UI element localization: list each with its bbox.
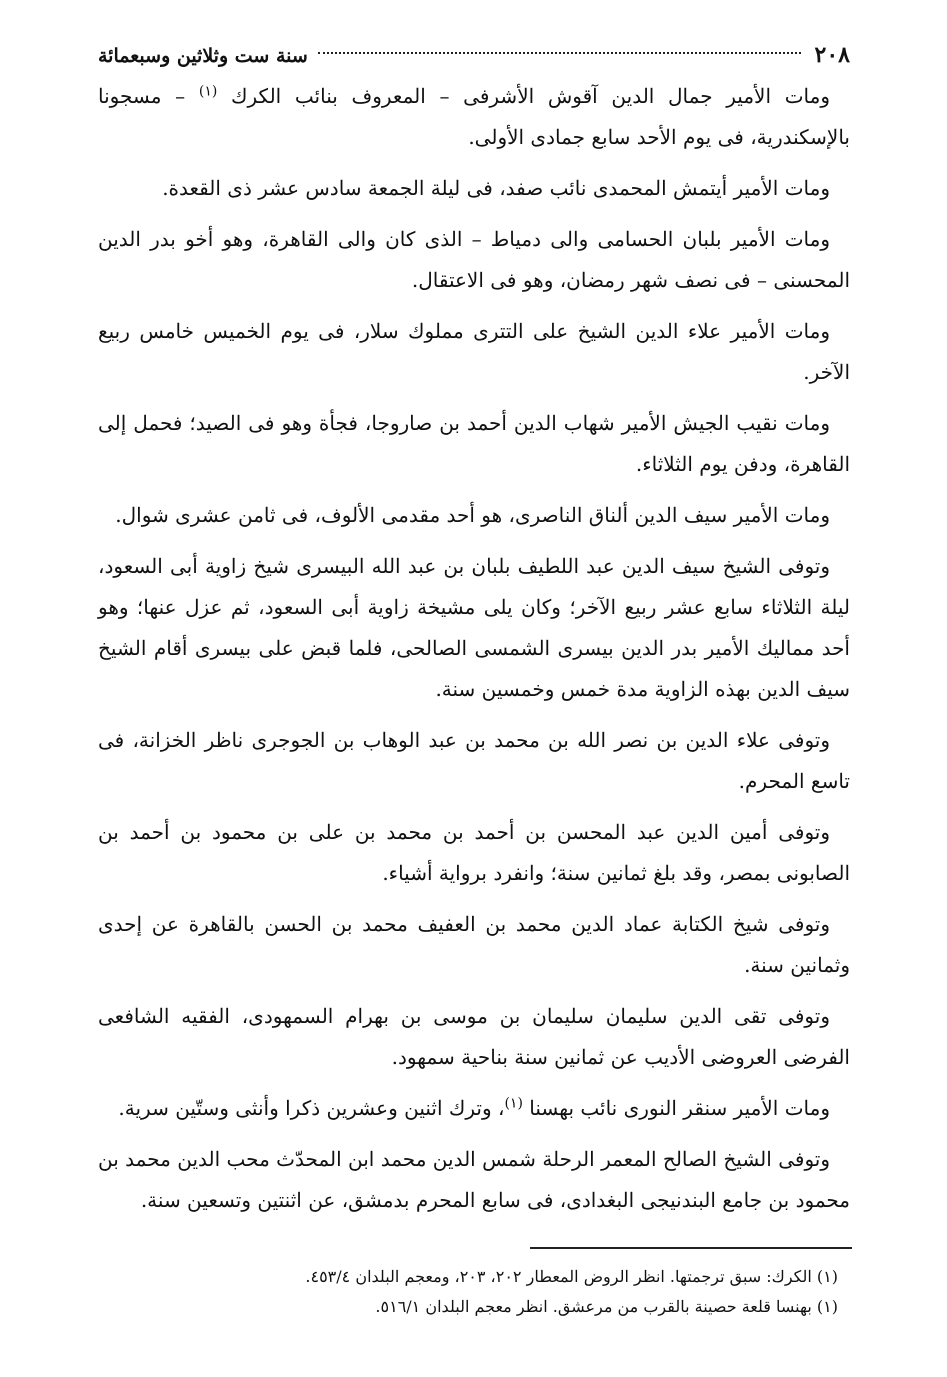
- footnote-separator: [530, 1247, 852, 1249]
- footnotes: [98, 1262, 850, 1322]
- running-header: [98, 38, 850, 72]
- running-header-title: سنة ست وثلاثين وسبعمائة: [98, 45, 308, 67]
- paragraph-5: ومات نقيب الجيش الأمير شهاب الدين أحمد بن صاروجا، فجأة وهو فى الصيد؛ فحمل إلى القاهرة، ودفن يوم الثلاثاء.: [98, 411, 850, 476]
- footnote-2: (١) بهنسا قلعة حصينة بالقرب من مرعشق. انظر معجم البلدان ٥١٦/١.: [375, 1297, 838, 1316]
- paragraph-6: ومات الأمير سيف الدين ألناق الناصرى، هو أحد مقدمى الألوف، فى ثامن عشرى شوال.: [115, 503, 830, 527]
- footnote-reference: (١): [198, 83, 218, 100]
- paragraph-2: ومات الأمير أيتمش المحمدى نائب صفد، فى ليلة الجمعة سادس عشر ذى القعدة.: [162, 176, 830, 200]
- footnote-reference: (١): [504, 1095, 523, 1112]
- header-dot-leader: [318, 52, 801, 54]
- paragraph-12: ومات الأمير سنقر النورى نائب بهسنا $^{(١)}$، وترك اثنين وعشرين ذكرا وأنثى وستّين سرية.: [118, 1095, 830, 1120]
- paragraph-9: وتوفى أمين الدين عبد المحسن بن أحمد بن محمد بن على بن محمود بن أحمد بن الصابونى بمصر، وقد بلغ ثمانين سنة؛ وانفرد برواية أشياء.: [98, 820, 850, 885]
- paragraph-7: وتوفى الشيخ سيف الدين عبد اللطيف بلبان بن عبد الله البيسرى شيخ زاوية أبى السعود، ليلة الثلاثاء سابع عشر ربيع الآخر؛ وكان يلى مشيخة زاوية أبى السعود، ثم عزل عنها؛ وهو أحد مماليك الأمير بدر الدين بيسرى الشمسى الصالحى، فلما قبض على بيسرى أقام الشيخ سيف الدين بهذه الزاوية مدة خمس وخمسين سنة.: [98, 554, 850, 701]
- footnote-1: (١) الكرك: سبق ترجمتها. انظر الروض المعطار ٢٠٢، ٢٠٣، ومعجم البلدان ٤٥٣/٤.: [305, 1267, 838, 1286]
- paragraph-3: ومات الأمير بلبان الحسامى والى دمياط – الذى كان والى القاهرة، وهو أخو بدر الدين المحسنى – فى نصف شهر رمضان، وهو فى الاعتقال.: [98, 227, 850, 292]
- paragraph-11: وتوفى تقى الدين سليمان سليمان بن موسى بن بهرام السمهودى، الفقيه الشافعى الفرضى العروضى الأديب عن ثمانين سنة بناحية سمهود.: [98, 1004, 850, 1069]
- book-page: [98, 38, 850, 1231]
- paragraph-8: وتوفى علاء الدين بن نصر الله بن محمد بن عبد الوهاب بن الجوجرى ناظر الخزانة، فى تاسع المحرم.: [98, 728, 850, 793]
- page-number: ٢٠٨: [814, 42, 850, 68]
- paragraph-10: وتوفى شيخ الكتابة عماد الدين محمد بن العفيف محمد بن الحسن بالقاهرة عن إحدى وثمانين سنة.: [98, 912, 850, 977]
- body-text: [98, 76, 850, 1221]
- paragraph-13: وتوفى الشيخ الصالح المعمر الرحلة شمس الدين محمد ابن المحدّث محب الدين محمد بن محمود بن جامع البندنيجى البغدادى، فى سابع المحرم بدمشق، عن اثنتين وتسعين سنة.: [98, 1147, 850, 1212]
- paragraph-4: ومات الأمير علاء الدين الشيخ على التترى مملوك سلار، فى يوم الخميس خامس ربيع الآخر.: [98, 319, 850, 384]
- paragraph-1: ومات الأمير جمال الدين آقوش الأشرفى – المعروف بنائب الكرك $^{(١)}$ – مسجونا بالإسكندرية، فى يوم الأحد سابع جمادى الأولى.: [98, 83, 850, 149]
